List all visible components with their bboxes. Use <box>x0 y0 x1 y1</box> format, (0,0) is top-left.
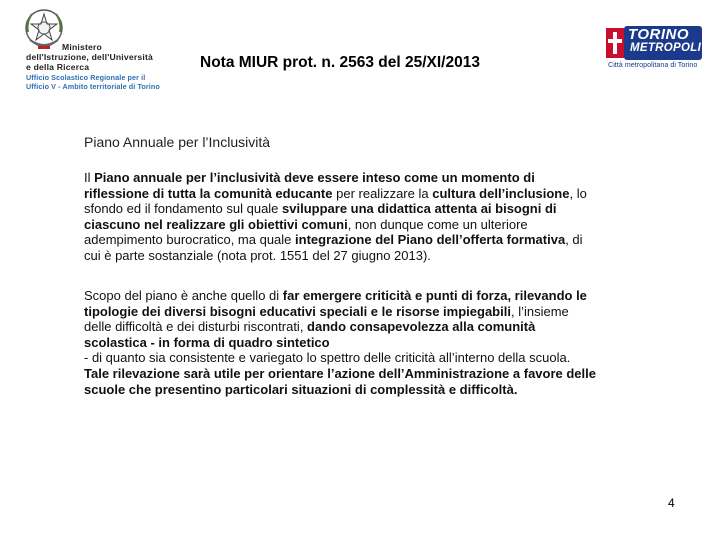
text-line: tipologie dei diversi bisogni educativi speciali e le risorse impiegabili, l’insieme <box>84 303 569 319</box>
paragraph-1 <box>84 170 654 264</box>
logo-line-1: TORINO <box>628 26 690 43</box>
text-line: scolastica - in forma di quadro sintetico <box>84 334 330 350</box>
section-title: Piano Annuale per l’Inclusività <box>84 134 271 150</box>
text-line: delle difficoltà e dei disturbi riscontrati, dando consapevolezza alla comunità <box>84 319 536 335</box>
office-line: Ufficio Scolastico Regionale per il <box>26 73 146 82</box>
header-title: Nota MIUR prot. n. 2563 del 25/XI/2013 <box>200 54 480 71</box>
ministry-line: e della Ricerca <box>26 62 90 72</box>
logo-subtitle: Città metropolitana di Torino <box>608 60 698 69</box>
logo-line-2: METROPOLI <box>630 42 702 54</box>
flag-icon <box>606 28 624 58</box>
text-line: Il Piano annuale per l’inclusività deve essere inteso come un momento di <box>84 170 535 185</box>
ministry-line: Ministero <box>62 42 102 52</box>
torino-metropoli-logo <box>606 20 704 72</box>
text-line: scuole che presentino particolari situazioni di complessità e difficoltà. <box>84 381 518 397</box>
text-line: ciascuno nel realizzare gli obiettivi comuni, non dunque come un ulteriore <box>84 216 528 232</box>
text-line: sfondo ed il fondamento sul quale sviluppare una didattica attenta ai bisogni di <box>84 201 557 217</box>
paragraph-2 <box>84 288 654 397</box>
text-line: adempimento burocratico, ma quale integrazione del Piano dell’offerta formativa, di <box>84 232 583 248</box>
regional-office <box>26 74 160 91</box>
text-line: Scopo del piano è anche quello di far emergere criticità e punti di forza, rilevando le <box>84 288 587 303</box>
text-line: cui è parte sostanziale (nota prot. 1551 del 27 giugno 2013). <box>84 247 431 263</box>
text-line: riflessione di tutta la comunità educante per realizzare la cultura dell’inclusione, lo <box>84 185 587 201</box>
office-line: Ufficio V - Ambito territoriale di Torino <box>26 81 160 91</box>
text-line: Tale rilevazione sarà utile per orientare l’azione dell’Amministrazione a favore delle <box>84 365 596 381</box>
text-line: - di quanto sia consistente e variegato lo spettro delle criticità all’interno della scuola. <box>84 350 571 366</box>
page-number: 4 <box>668 496 675 510</box>
italian-republic-emblem-icon <box>22 6 66 52</box>
ministry-line: dell'Istruzione, dell'Università <box>26 52 154 62</box>
